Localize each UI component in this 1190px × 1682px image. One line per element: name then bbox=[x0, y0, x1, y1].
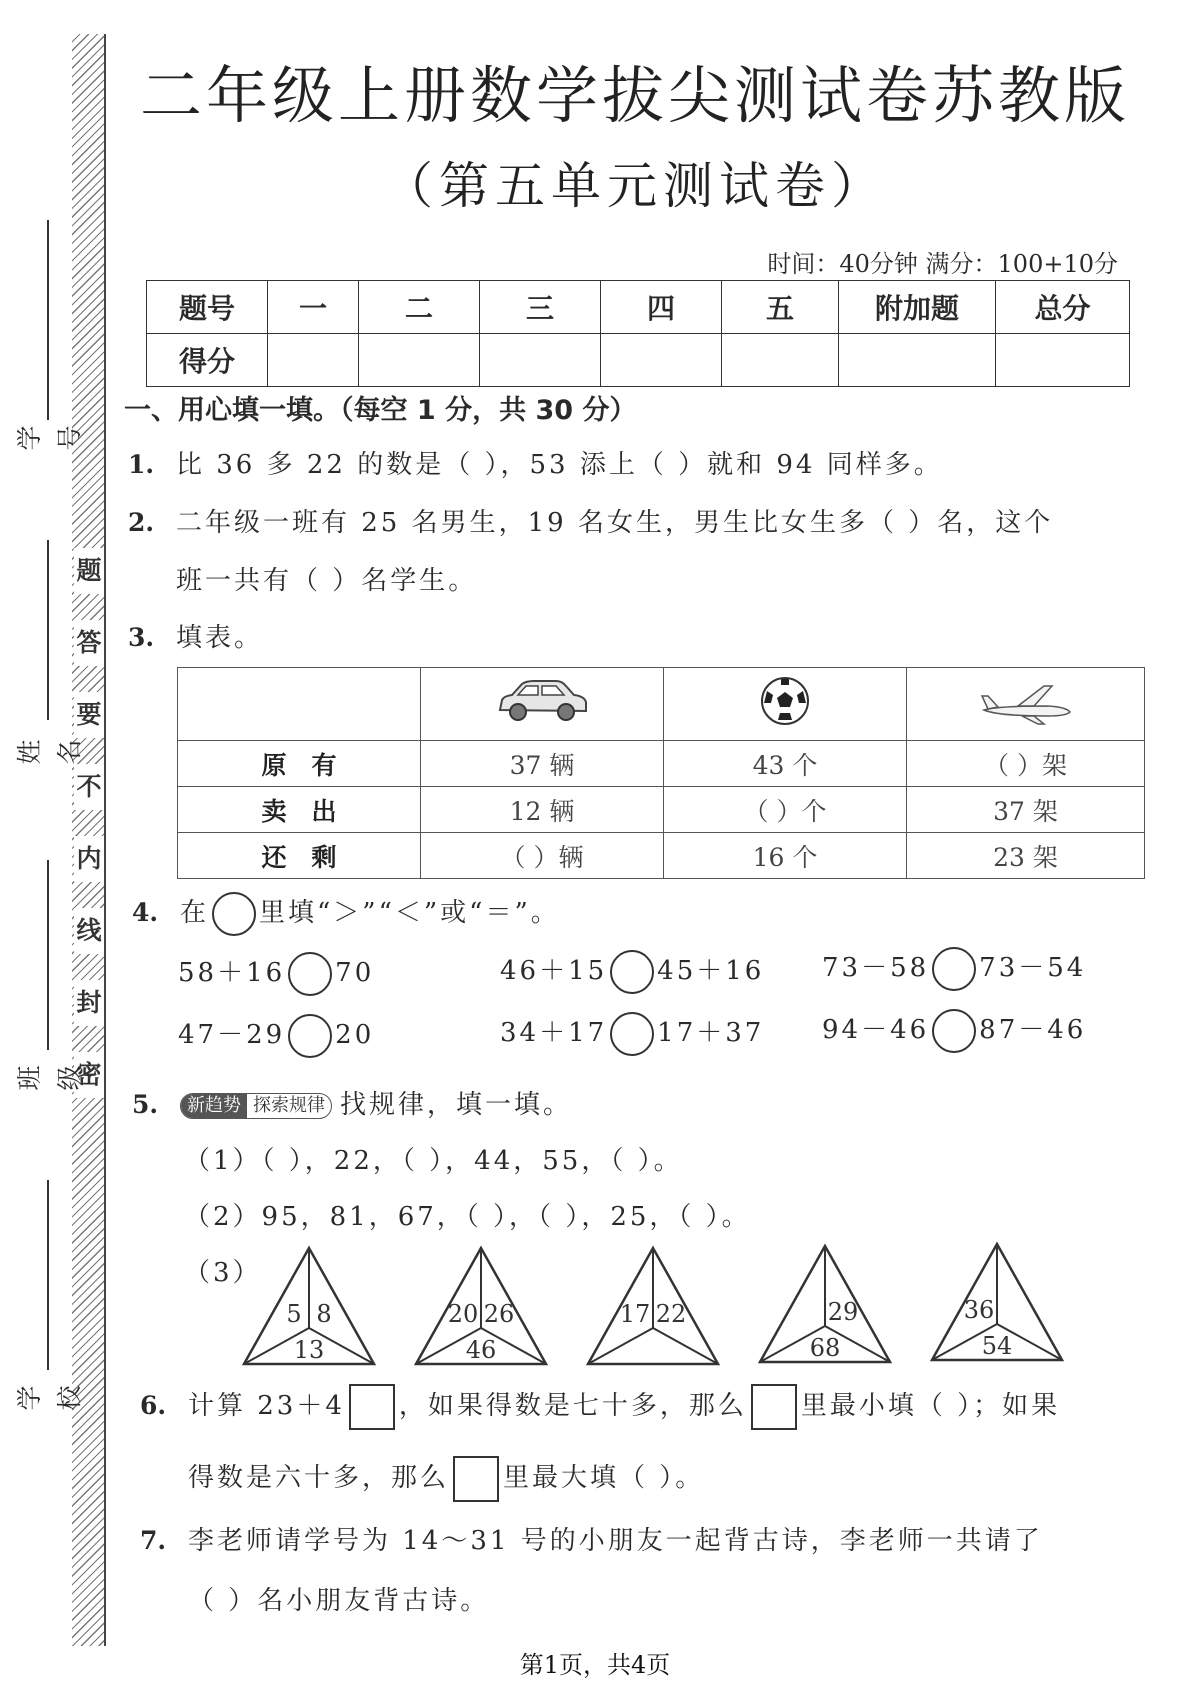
question-6-line2 bbox=[188, 1456, 704, 1502]
field-name bbox=[10, 530, 84, 780]
score-cell: 五 bbox=[722, 281, 839, 334]
score-input-cell[interactable] bbox=[268, 334, 359, 387]
seal-char: 题 bbox=[74, 548, 104, 594]
tri-right-num: 8 bbox=[316, 1300, 332, 1328]
pattern-part-1: （1）（ ），22，（ ），44，55，（ ）。 bbox=[184, 1146, 683, 1176]
question-text: 里最大填（ ）。 bbox=[503, 1463, 705, 1493]
score-input-cell[interactable] bbox=[480, 334, 601, 387]
question-2-line2: 班一共有（ ）名学生。 bbox=[176, 566, 478, 596]
question-text: 里填“＞”“＜”或“＝”。 bbox=[259, 898, 560, 928]
compare-left: 73－58 bbox=[822, 953, 930, 983]
field-class bbox=[10, 860, 84, 1120]
field-label: 学校 bbox=[15, 1385, 84, 1411]
score-input-cell[interactable] bbox=[996, 334, 1130, 387]
score-header-row bbox=[147, 281, 1130, 334]
badge-new-trend: 新趋势 bbox=[181, 1094, 247, 1118]
tri-bottom-num: 46 bbox=[465, 1336, 497, 1364]
score-cell: 二 bbox=[359, 281, 480, 334]
row-label: 原 有 bbox=[178, 741, 421, 787]
question-number: 3. bbox=[128, 623, 155, 652]
table-cell: 16 个 bbox=[664, 833, 907, 879]
score-cell: 附加题 bbox=[839, 281, 996, 334]
seal-char: 答 bbox=[74, 620, 104, 666]
tri-left-num: 20 bbox=[447, 1300, 479, 1328]
field-line bbox=[47, 220, 49, 420]
table-cell: 37 架 bbox=[907, 787, 1145, 833]
question-text: 在 bbox=[180, 898, 210, 928]
question-text: 填表。 bbox=[176, 623, 264, 653]
triangle-3 bbox=[588, 1248, 718, 1364]
question-text: 计算 23＋4 bbox=[188, 1391, 345, 1421]
question-number: 4. bbox=[132, 898, 159, 927]
score-cell: 四 bbox=[601, 281, 722, 334]
score-input-cell[interactable] bbox=[722, 334, 839, 387]
field-line bbox=[47, 540, 49, 720]
seal-char: 线 bbox=[74, 908, 104, 954]
score-table bbox=[146, 280, 1130, 387]
compare-right: 20 bbox=[335, 1020, 375, 1050]
table-cell: 23 架 bbox=[907, 833, 1145, 879]
fill-table-row bbox=[178, 741, 1145, 787]
tri-left-num: 36 bbox=[963, 1296, 995, 1324]
question-number: 1. bbox=[128, 450, 155, 479]
table-blank-cell[interactable]: （ ）架 bbox=[907, 741, 1145, 787]
compare-item bbox=[500, 1012, 764, 1056]
fill-table-head-ball bbox=[664, 668, 907, 741]
field-school bbox=[10, 1170, 84, 1430]
question-number: 5. bbox=[132, 1090, 159, 1119]
compare-right: 17＋37 bbox=[657, 1018, 765, 1048]
fill-table-head-car bbox=[421, 668, 664, 741]
tri-bottom-num: 13 bbox=[293, 1336, 325, 1364]
score-cell: 一 bbox=[268, 281, 359, 334]
compare-left: 47－29 bbox=[178, 1020, 286, 1050]
table-cell: 12 辆 bbox=[421, 787, 664, 833]
score-value-row bbox=[147, 334, 1130, 387]
question-3 bbox=[128, 617, 263, 654]
fill-table-header bbox=[178, 668, 1145, 741]
question-4 bbox=[132, 892, 560, 936]
question-6 bbox=[140, 1384, 1060, 1430]
score-input-cell[interactable] bbox=[359, 334, 480, 387]
fill-table-corner bbox=[178, 668, 421, 741]
tri-right-num: 22 bbox=[655, 1300, 687, 1328]
seal-char: 内 bbox=[74, 836, 104, 882]
trend-badge bbox=[180, 1093, 332, 1119]
score-input-cell[interactable] bbox=[839, 334, 996, 387]
compare-circle[interactable] bbox=[932, 947, 976, 991]
field-student-number bbox=[10, 200, 84, 460]
question-text: 李老师请学号为 14～31 号的小朋友一起背古诗，李老师一共请了 bbox=[188, 1526, 1043, 1556]
page-subtitle: （第五单元测试卷） bbox=[383, 157, 887, 215]
compare-circle-icon bbox=[212, 892, 256, 936]
question-2 bbox=[128, 502, 1053, 539]
compare-left: 94－46 bbox=[822, 1015, 930, 1045]
field-line bbox=[47, 1180, 49, 1370]
compare-circle[interactable] bbox=[610, 950, 654, 994]
question-text: 二年级一班有 25 名男生，19 名女生，男生比女生多（ ）名，这个 bbox=[176, 508, 1054, 538]
question-text: 找规律，填一填。 bbox=[340, 1090, 573, 1120]
seal-char: 要 bbox=[74, 692, 104, 738]
digit-box[interactable] bbox=[349, 1384, 395, 1430]
tri-right-num: 26 bbox=[483, 1300, 515, 1328]
fill-table-row bbox=[178, 787, 1145, 833]
compare-item bbox=[822, 947, 1086, 991]
compare-left: 34＋17 bbox=[500, 1018, 608, 1048]
section-heading: 一、用心填一填。（每空 1 分，共 30 分） bbox=[124, 395, 637, 426]
digit-box-icon bbox=[751, 1384, 797, 1430]
table-blank-cell[interactable]: （ ）辆 bbox=[421, 833, 664, 879]
compare-item bbox=[822, 1009, 1086, 1053]
question-number: 7. bbox=[140, 1526, 167, 1555]
score-cell: 题号 bbox=[147, 281, 268, 334]
compare-right: 87－46 bbox=[979, 1015, 1087, 1045]
fill-table-row bbox=[178, 833, 1145, 879]
triangle-5 bbox=[932, 1244, 1062, 1360]
question-text: 里最小填（ ）；如果 bbox=[800, 1391, 1061, 1421]
score-input-cell[interactable] bbox=[601, 334, 722, 387]
compare-circle[interactable] bbox=[288, 952, 332, 996]
field-label: 姓名 bbox=[15, 739, 84, 765]
tri-left-num: 17 bbox=[619, 1300, 651, 1328]
field-label: 班级 bbox=[15, 1065, 84, 1091]
question-7-line2: （ ）名小朋友背古诗。 bbox=[188, 1586, 490, 1616]
tri-bottom-num: 54 bbox=[981, 1332, 1013, 1360]
question-7 bbox=[140, 1520, 1043, 1557]
compare-left: 46＋15 bbox=[500, 956, 608, 986]
triangle-puzzles bbox=[240, 1240, 1100, 1372]
table-blank-cell[interactable]: （ ）个 bbox=[664, 787, 907, 833]
score-cell: 得分 bbox=[147, 334, 268, 387]
digit-box-icon bbox=[453, 1456, 499, 1502]
question-1 bbox=[128, 444, 943, 481]
compare-right: 45＋16 bbox=[657, 956, 765, 986]
triangle-4 bbox=[760, 1246, 890, 1362]
score-cell: 三 bbox=[480, 281, 601, 334]
tri-bottom-num: 68 bbox=[809, 1334, 841, 1362]
car-icon bbox=[494, 678, 590, 724]
seal-char: 密 bbox=[74, 1052, 104, 1098]
field-label: 学号 bbox=[15, 425, 84, 451]
page-footer: 第1页，共4页 bbox=[519, 1651, 671, 1679]
question-text: 比 36 多 22 的数是（ ），53 添上（ ）就和 94 同样多。 bbox=[176, 450, 943, 480]
row-label: 还 剩 bbox=[178, 833, 421, 879]
compare-left: 58＋16 bbox=[178, 958, 286, 988]
tri-right-num: 29 bbox=[827, 1298, 859, 1326]
badge-explore-pattern: 探索规律 bbox=[253, 1095, 325, 1116]
exam-meta: 时间：40分钟 满分：100+10分 bbox=[767, 250, 1118, 278]
question-number: 2. bbox=[128, 508, 155, 537]
binding-line bbox=[104, 34, 106, 1646]
triangle-1 bbox=[244, 1248, 374, 1364]
row-label: 卖 出 bbox=[178, 787, 421, 833]
fill-table-head-plane bbox=[907, 668, 1145, 741]
airplane-icon bbox=[978, 676, 1074, 726]
page-title: 二年级上册数学拔尖测试卷苏教版 bbox=[140, 59, 1131, 132]
compare-circle[interactable] bbox=[288, 1014, 332, 1058]
seal-char: 不 bbox=[74, 764, 104, 810]
compare-item bbox=[178, 1014, 374, 1058]
question-5 bbox=[132, 1084, 572, 1121]
pattern-part-3-label: （3） bbox=[184, 1258, 262, 1288]
compare-item bbox=[500, 950, 764, 994]
fill-table bbox=[177, 667, 1145, 879]
compare-right: 73－54 bbox=[979, 953, 1087, 983]
question-number: 6. bbox=[140, 1391, 167, 1420]
compare-circle[interactable] bbox=[932, 1009, 976, 1053]
question-text: 得数是六十多，那么 bbox=[188, 1463, 450, 1493]
tri-left-num: 5 bbox=[286, 1300, 302, 1328]
table-cell: 37 辆 bbox=[421, 741, 664, 787]
score-cell: 总分 bbox=[996, 281, 1130, 334]
soccer-ball-icon bbox=[759, 675, 811, 727]
triangle-2 bbox=[416, 1248, 546, 1364]
question-text: ，如果得数是七十多，那么 bbox=[398, 1391, 747, 1421]
field-line bbox=[47, 860, 49, 1050]
compare-right: 70 bbox=[335, 958, 375, 988]
compare-item bbox=[178, 952, 374, 996]
seal-char: 封 bbox=[74, 980, 104, 1026]
compare-circle[interactable] bbox=[610, 1012, 654, 1056]
pattern-part-2: （2）95，81，67，（ ），（ ），25，（ ）。 bbox=[184, 1202, 751, 1232]
table-cell: 43 个 bbox=[664, 741, 907, 787]
